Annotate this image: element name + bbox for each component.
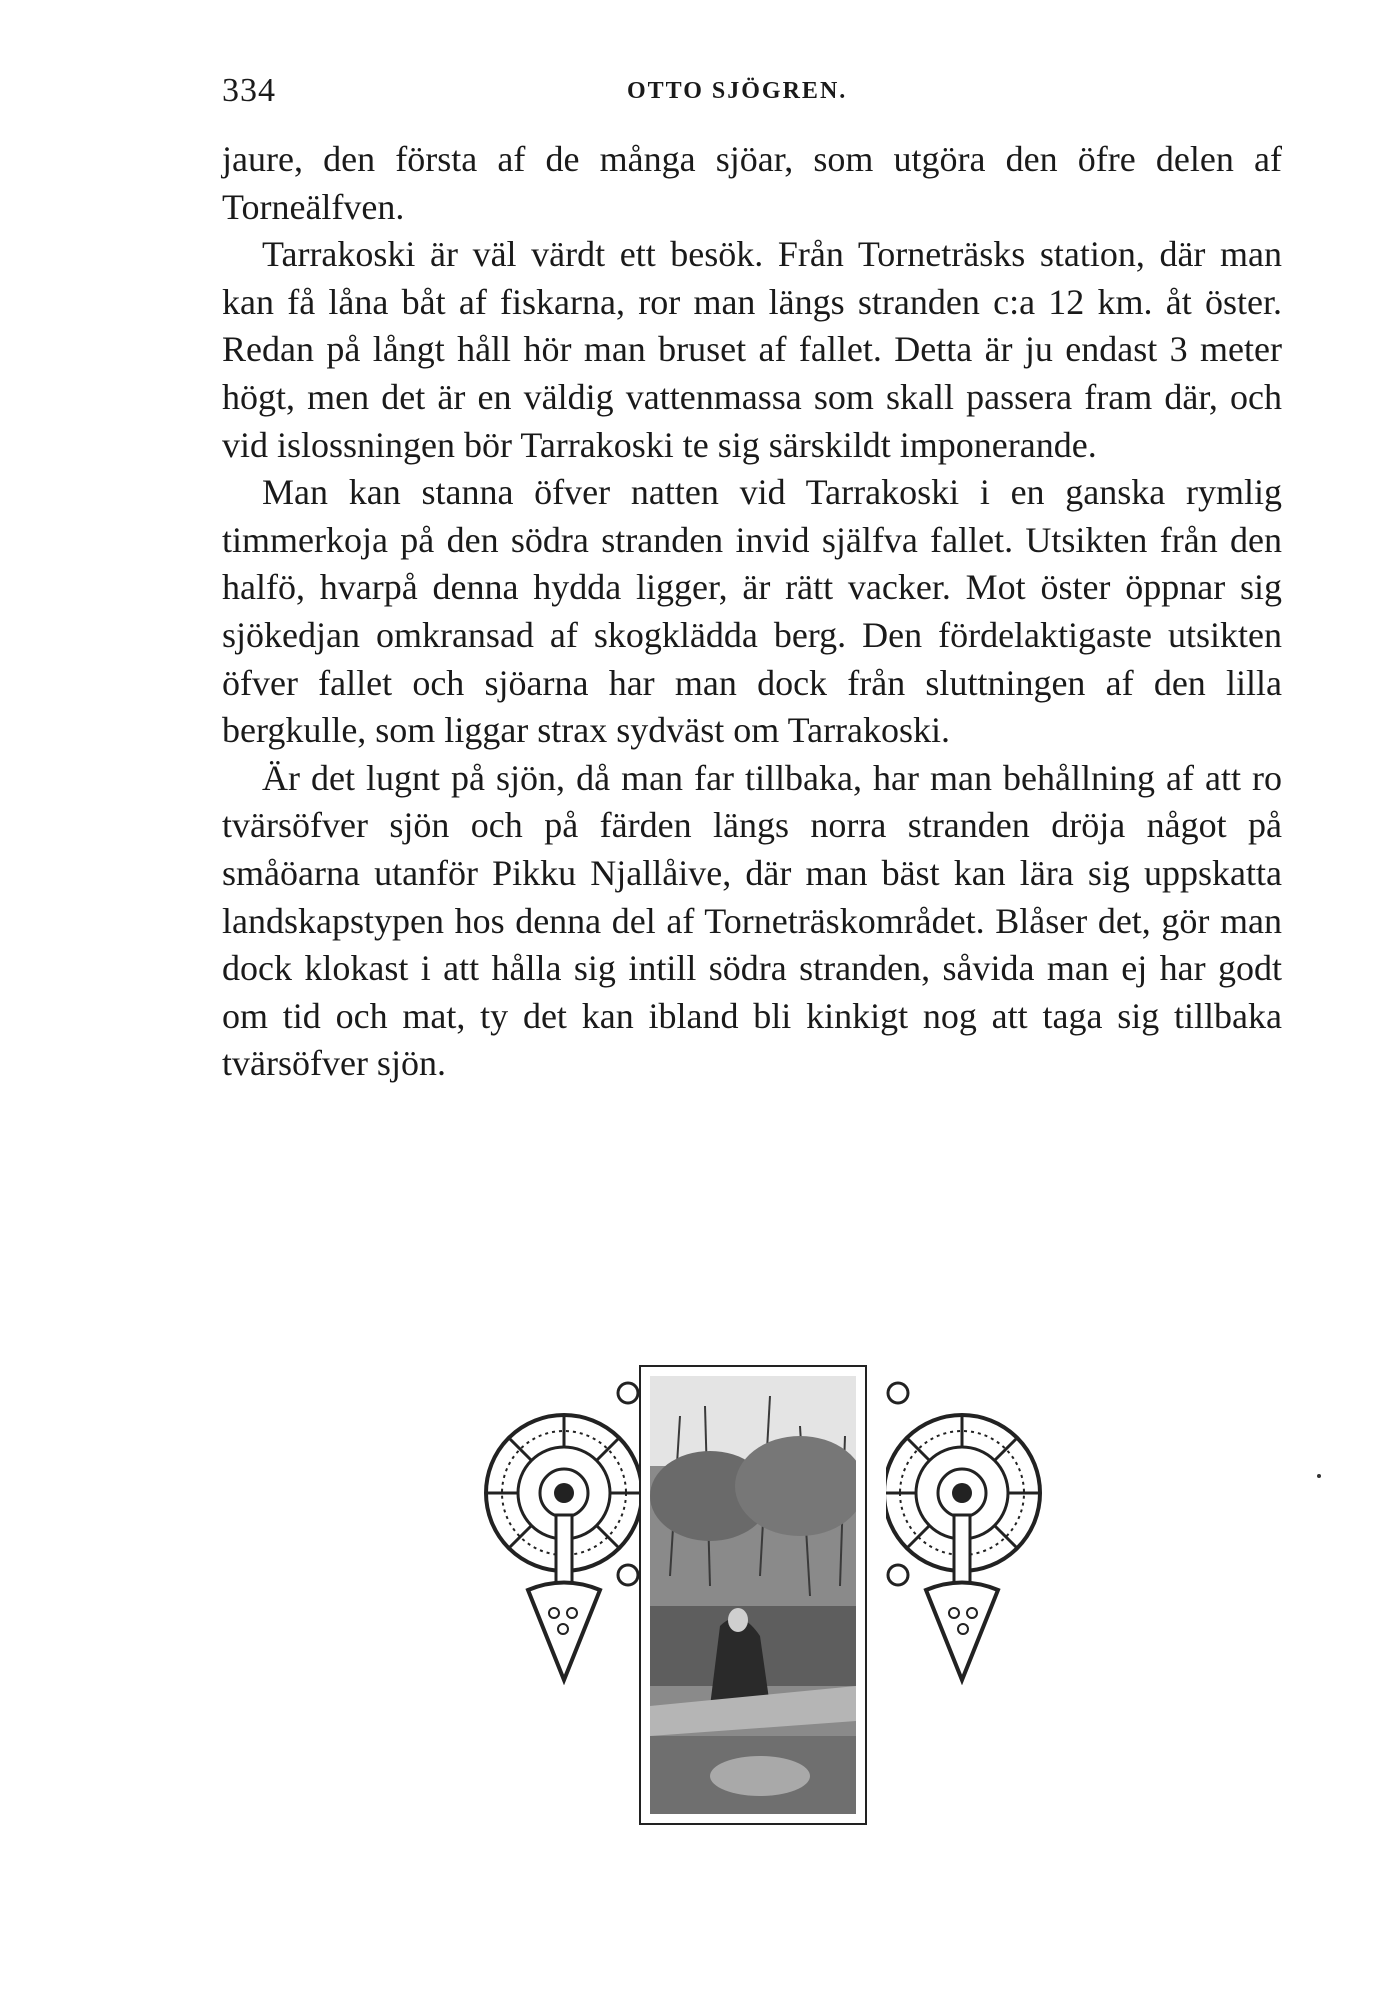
paragraph: jaure, den första af de många sjöar, som utgöra den öfre delen af Torneälfven. (222, 139, 1282, 227)
landscape-photo-icon (650, 1376, 856, 1814)
page-header (222, 72, 1282, 122)
paragraph: Tarrakoski är väl värdt ett besök. Från Torneträsks station, där man kan få låna båt af fiskarna, ror man längs stranden c:a 12 km. åt öster. Redan på långt håll hör man bruset af fallet. Detta är ju endast 3 meter högt, men det är en väldig vattenmassa som skall passera fram där, och vid islossningen bör Tarrakoski te sig särskildt imponerande. (222, 234, 1282, 465)
running-head: OTTO SJÖGREN. (627, 78, 848, 104)
left-sun-ornament-icon (468, 1375, 640, 1685)
paragraph: Man kan stanna öfver natten vid Tarrakoski i en ganska rymlig timmerkoja på den södra stranden invid själfva fallet. Utsikten från den halfö, hvarpå denna hydda ligger, är rätt vacker. Mot öster öppnar sig sjökedjan omkransad af skogklädda berg. Den fördelaktigaste utsikten öfver fallet och sjöarna har man dock från sluttningen af den lilla bergkulle, som liggar strax sydväst om Tarrakoski. (222, 472, 1282, 751)
body-text (222, 136, 1282, 1088)
right-sun-ornament-icon (886, 1375, 1058, 1685)
page-number: 334 (222, 72, 276, 109)
photograph-frame (639, 1365, 867, 1825)
stray-mark (1317, 1474, 1321, 1478)
paragraph: Är det lugnt på sjön, då man far tillbaka, har man behållning af att ro tvärsöfver sjön och på färden längs norra stranden dröja något på småöarna utanför Pikku Njallåive, där man bäst kan lära sig uppskatta landskapstypen hos denna del af Torneträskområdet. Blåser det, gör man dock klokast i att hålla sig intill södra stranden, såvida man ej har godt om tid och mat, ty det kan ibland bli kinkigt nog att taga sig tillbaka tvärsöfver sjön. (222, 757, 1282, 1084)
decorative-ornament (468, 1345, 1058, 1835)
